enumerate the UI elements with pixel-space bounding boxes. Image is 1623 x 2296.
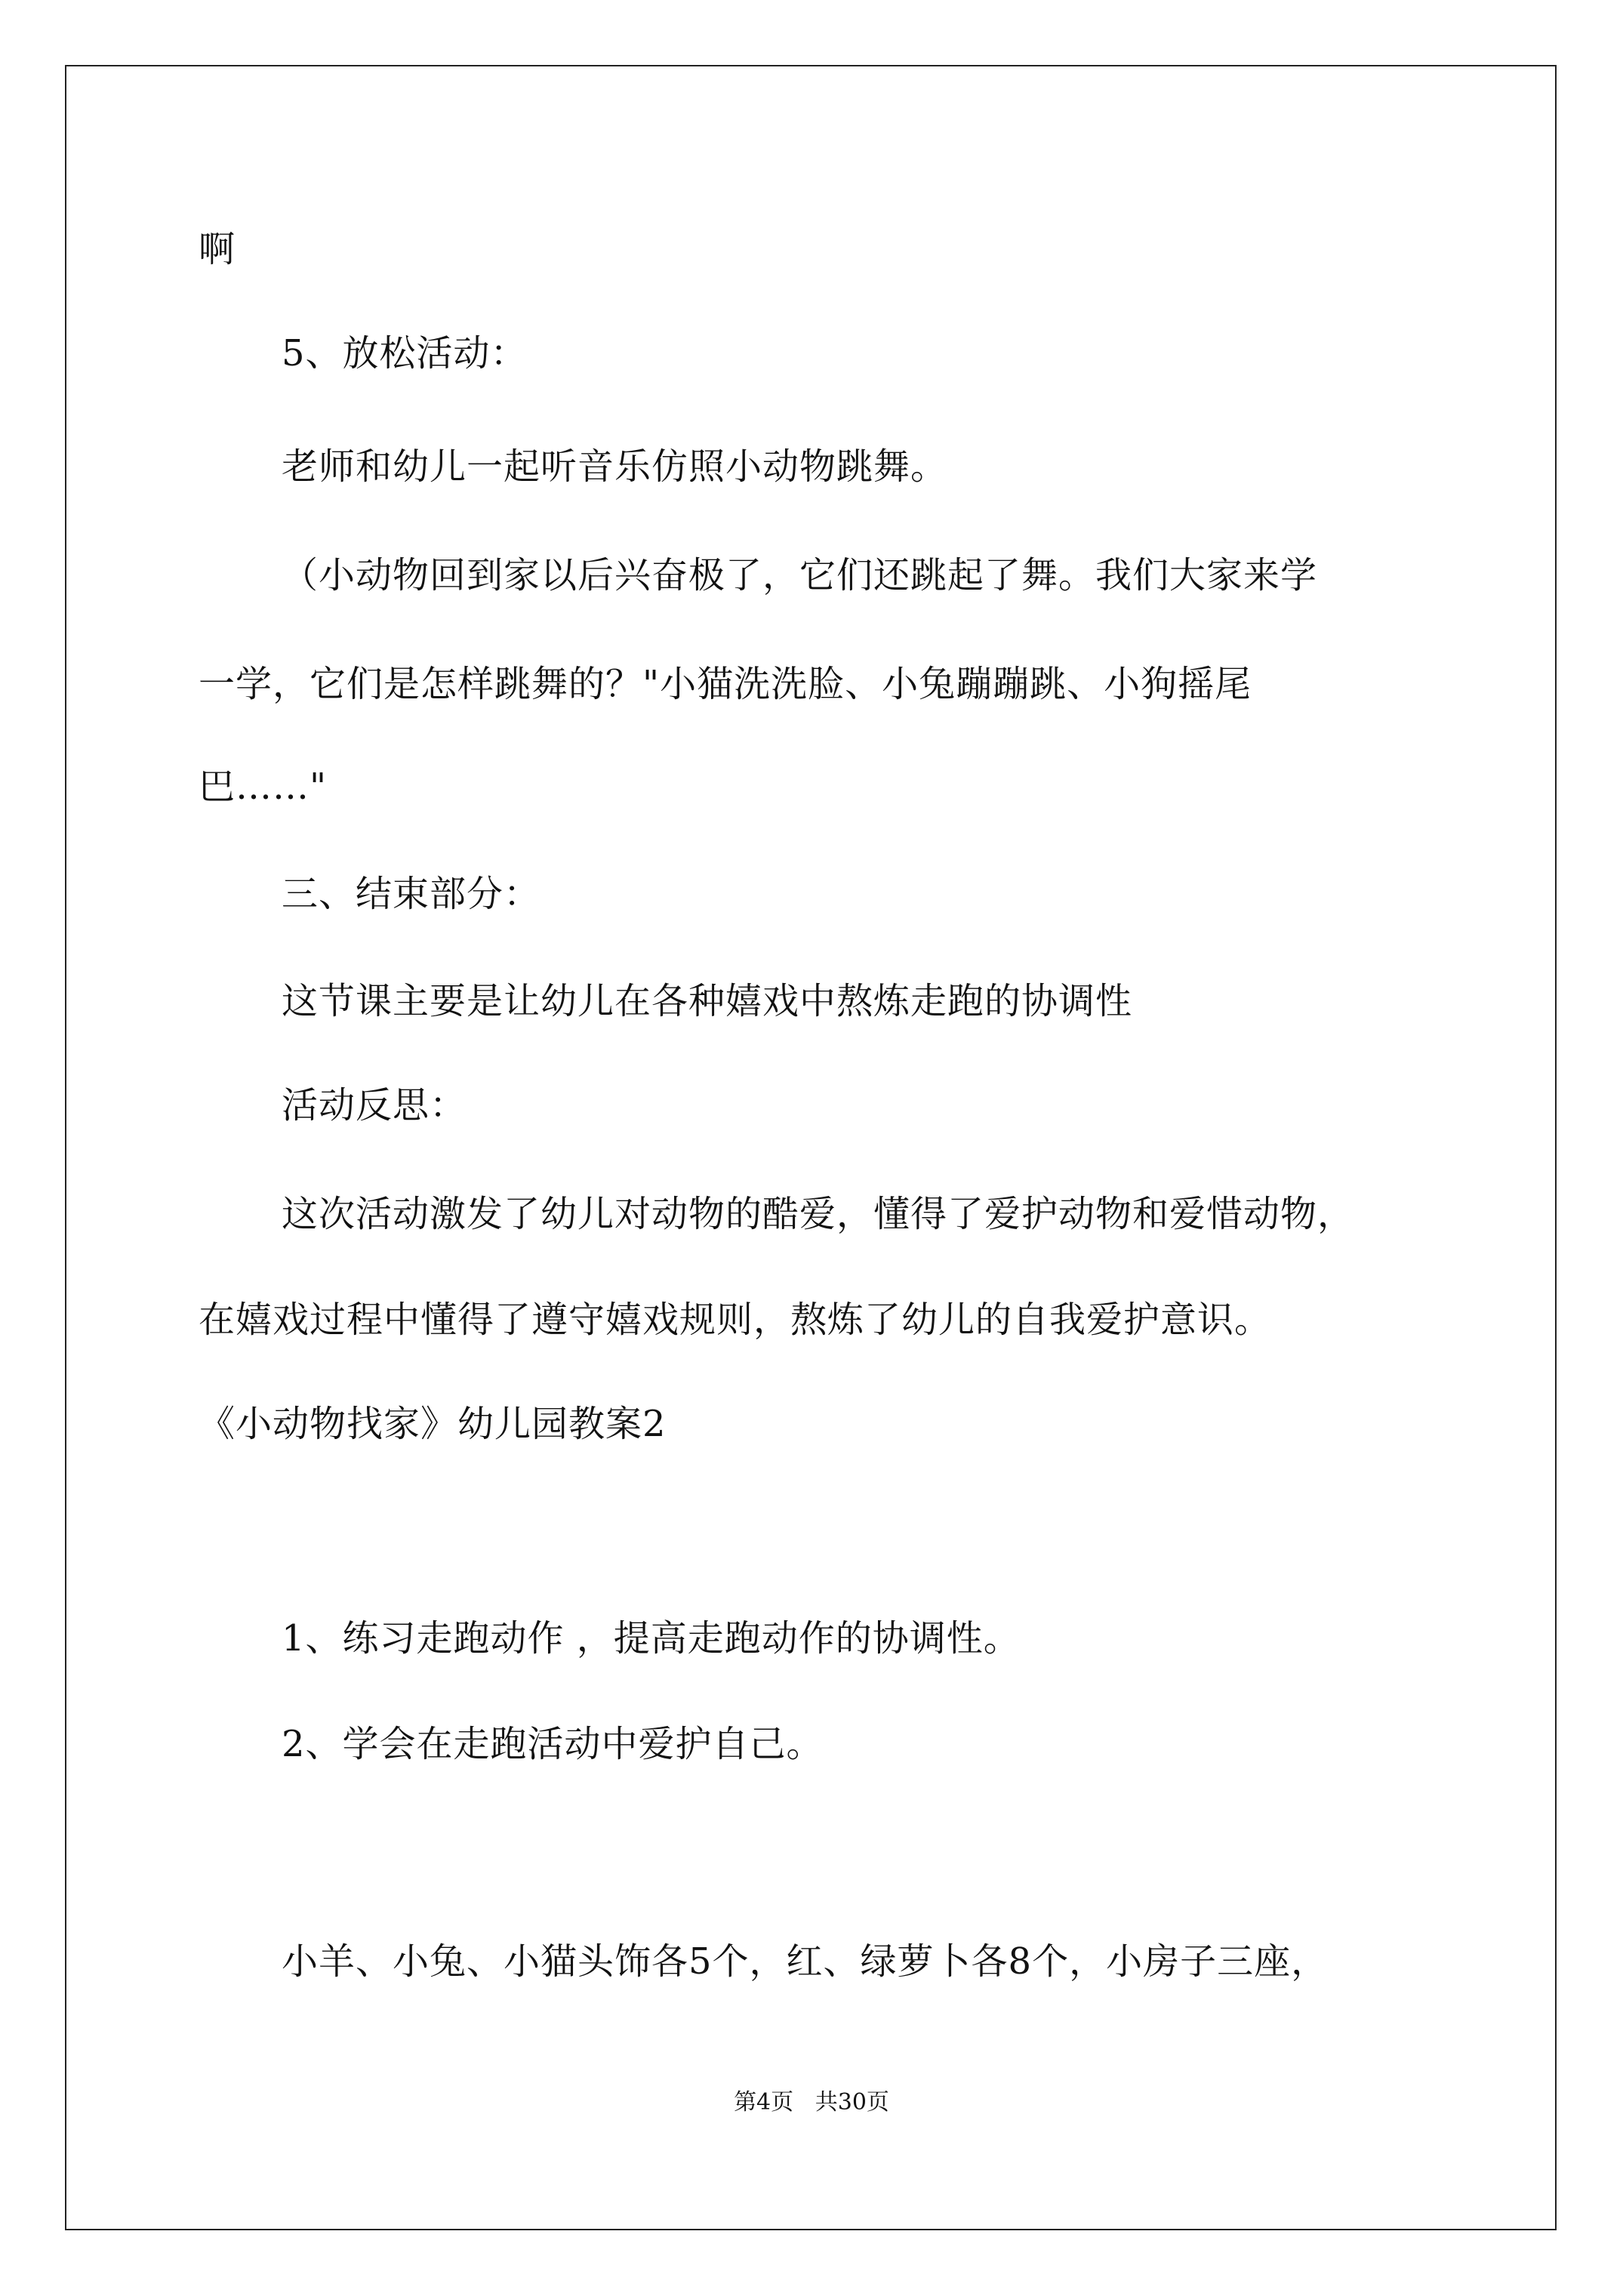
- section-heading: 活动反思：: [282, 1084, 467, 1126]
- text-line: 这次活动激发了幼儿对动物的酷爱，懂得了爱护动物和爱惜动物，: [282, 1193, 1355, 1235]
- text-line: 啊: [199, 228, 236, 270]
- text-line: 1、练习走跑动作 ，提高走跑动作的协调性。: [282, 1617, 1021, 1660]
- text-line: 这节课主要是让幼儿在各种嬉戏中熬炼走跑的协调性: [282, 980, 1133, 1022]
- text-line: 小羊、小兔、小猫头饰各5个，红、绿萝卜各8个，小房子三座，: [282, 1940, 1329, 1983]
- section-heading: 5、放松活动：: [282, 332, 528, 374]
- document-title: 《小动物找家》幼儿园教案2: [199, 1403, 667, 1445]
- section-heading: 三、结束部分：: [282, 873, 541, 915]
- text-line: 巴……": [199, 766, 328, 808]
- page-border: [65, 65, 1557, 2230]
- page-footer: 第4页 共30页: [734, 2089, 889, 2116]
- text-line: （小动物回到家以后兴奋极了，它们还跳起了舞。我们大家来学: [282, 554, 1318, 596]
- text-line: 在嬉戏过程中懂得了遵守嬉戏规则，熬炼了幼儿的自我爱护意识。: [199, 1299, 1272, 1341]
- text-line: 一学，它们是怎样跳舞的？"小猫洗洗脸、小兔蹦蹦跳、小狗摇尾: [199, 663, 1252, 705]
- text-line: 老师和幼儿一起听音乐仿照小动物跳舞。: [282, 445, 948, 488]
- text-line: 2、学会在走跑活动中爱护自己。: [282, 1723, 824, 1765]
